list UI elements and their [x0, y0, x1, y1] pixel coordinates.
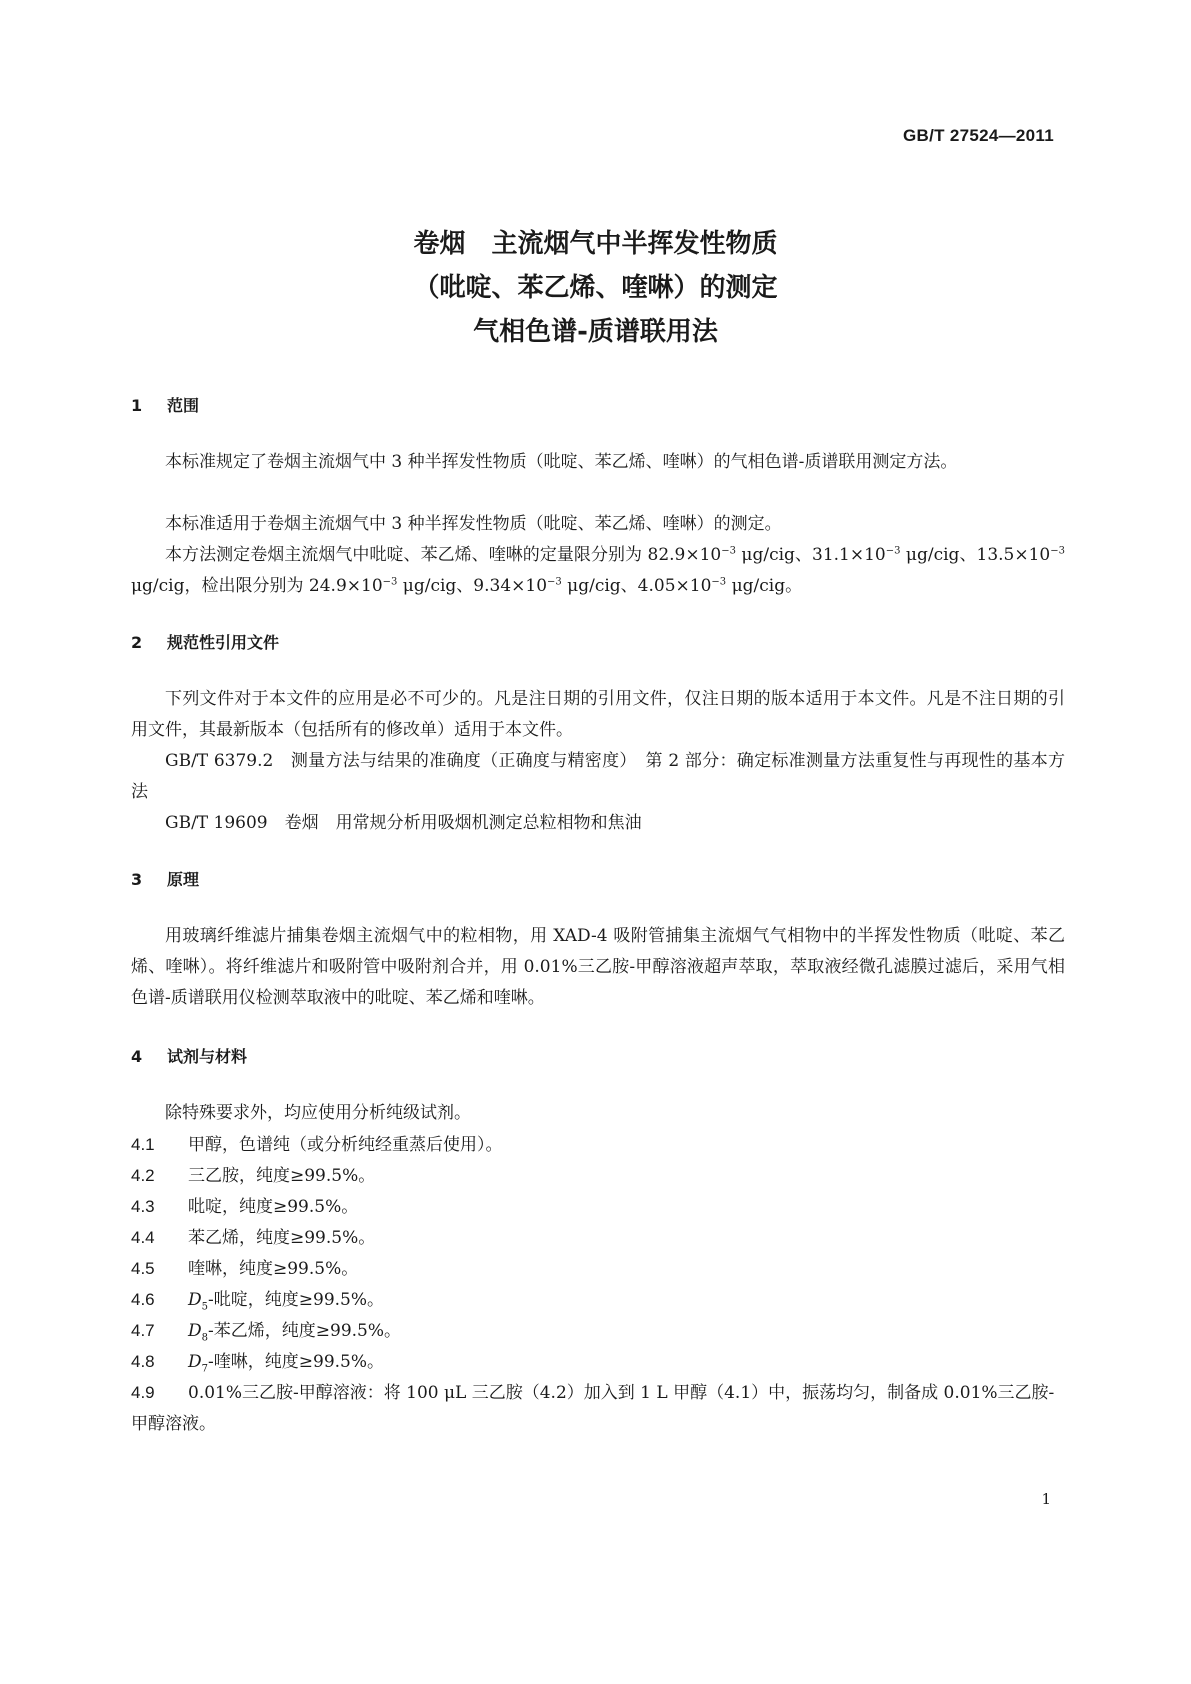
section-1-heading — [131, 393, 199, 416]
section-2-paragraph-1: 下列文件对于本文件的应用是必不可少的。凡是注日期的引用文件，仅注日期的版本适用于本文件。凡是不注日期的引用文件，其最新版本（包括所有的修改单）适用于本文件。 — [131, 689, 1065, 740]
list-item: 4.9 0.01%三乙胺-甲醇溶液：将 100 μL 三乙胺（4.2）加入到 1 L 甲醇（4.1）中，振荡均匀，制备成 0.01%三乙胺-甲醇溶液。 — [131, 1383, 1055, 1434]
section-title: 原理 — [167, 870, 200, 889]
section-title: 范围 — [167, 396, 200, 415]
title-line-1: 卷烟 主流烟气中半挥发性物质 — [413, 229, 778, 259]
section-1-paragraph-1: 本标准规定了卷烟主流烟气中 3 种半挥发性物质（吡啶、苯乙烯、喹啉）的气相色谱-质谱联用测定方法。 — [165, 452, 958, 472]
section-number: 4 — [131, 1047, 143, 1066]
normative-reference-1: GB/T 6379.2 测量方法与结果的准确度（正确度与精密度） 第 2 部分：确定标准测量方法重复性与再现性的基本方法 — [131, 751, 1065, 802]
normative-reference-2: GB/T 19609 卷烟 用常规分析用吸烟机测定总粒相物和焦油 — [165, 813, 642, 833]
section-2-heading — [131, 630, 279, 653]
list-item: 4.4 苯乙烯，纯度≥99.5%。 — [131, 1228, 376, 1248]
section-4-intro: 除特殊要求外，均应使用分析纯级试剂。 — [165, 1103, 471, 1123]
section-1-paragraph-3: 本方法测定卷烟主流烟气中吡啶、苯乙烯、喹啉的定量限分别为 $82.9\times 10^{-3}$ μg/cig、$31.1\times 10^{-3}$ μg/cig、$13.5\times 10^{-3}$ μg/cig，检出限分别为 $24.9\times 10^{-3}$ μg/cig、$9.34\times 10^{-3}$ μg/cig、$4.05\times 10^{-3}$ μg/cig。 — [131, 545, 1065, 596]
section-number: 2 — [131, 633, 143, 652]
list-item: 4.3 吡啶，纯度≥99.5%。 — [131, 1197, 359, 1217]
section-3-heading — [131, 867, 199, 890]
list-item: 4.1 甲醇，色谱纯（或分析纯经重蒸后使用）。 — [131, 1135, 503, 1155]
standard-code: GB/T 27524—2011 — [903, 126, 1054, 145]
section-title: 试剂与材料 — [167, 1047, 248, 1066]
section-1-paragraph-2: 本标准适用于卷烟主流烟气中 3 种半挥发性物质（吡啶、苯乙烯、喹啉）的测定。 — [165, 514, 782, 534]
list-item: 4.6 $D_5-$吡啶，纯度≥99.5%。 — [131, 1290, 385, 1313]
section-title: 规范性引用文件 — [167, 633, 280, 652]
section-3-paragraph-1: 用玻璃纤维滤片捕集卷烟主流烟气中的粒相物，用 XAD-4 吸附管捕集主流烟气气相物中的半挥发性物质（吡啶、苯乙烯、喹啉）。将纤维滤片和吸附管中吸附剂合并，用 0.01%三乙胺-甲醇溶液超声萃取，萃取液经微孔滤膜过滤后，采用气相色谱-质谱联用仪检测萃取液中的吡啶、苯乙烯和喹啉。 — [131, 926, 1065, 1008]
list-item: 4.8 $D_7-$喹啉，纯度≥99.5%。 — [131, 1352, 385, 1375]
section-4-heading — [131, 1044, 247, 1067]
section-number: 3 — [131, 870, 143, 889]
list-item: 4.2 三乙胺，纯度≥99.5%。 — [131, 1166, 376, 1186]
list-item: 4.7 $D_8-$苯乙烯，纯度≥99.5%。 — [131, 1321, 402, 1344]
list-item: 4.5 喹啉，纯度≥99.5%。 — [131, 1259, 359, 1279]
document-title — [0, 222, 1191, 354]
title-line-2: （吡啶、苯乙烯、喹啉）的测定 — [413, 273, 778, 303]
page-number: 1 — [1041, 1490, 1051, 1508]
title-line-3: 气相色谱-质谱联用法 — [473, 317, 718, 347]
section-number: 1 — [131, 396, 143, 415]
